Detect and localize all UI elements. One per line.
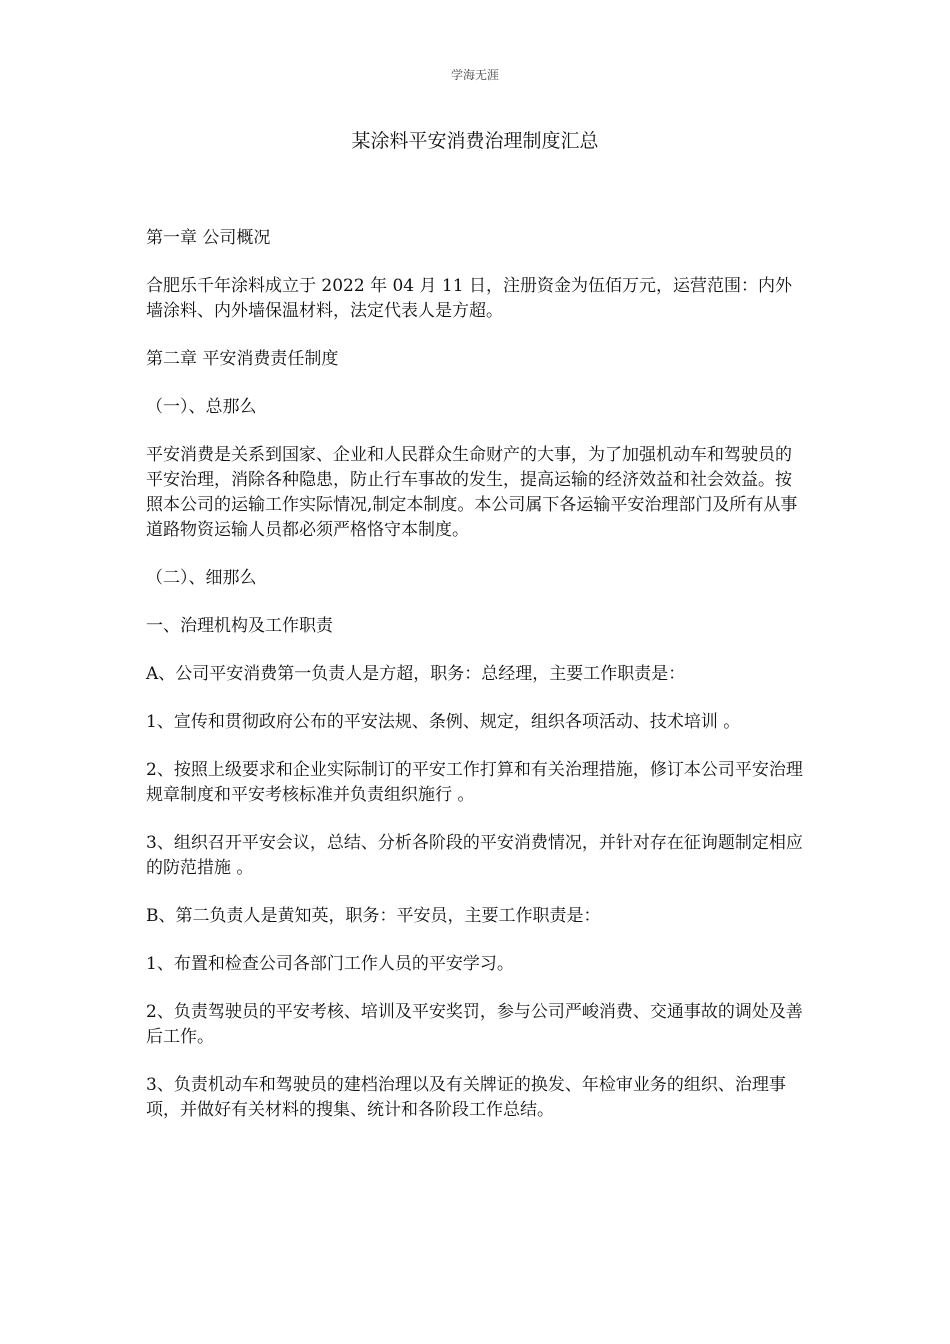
- document-title: 某涂料平安消费治理制度汇总: [351, 130, 599, 152]
- second-responsible-paragraph: B、第二负责人是黄知英，职务：平安员，主要工作职责是：: [146, 906, 601, 926]
- organization-heading: 一、治理机构及工作职责: [146, 616, 333, 636]
- company-overview-paragraph: 合肥乐千年涂料成立于 2022 年 04 月 11 日，注册资金为伍佰万元，运营范围：内外墙涂料、内外墙保温材料，法定代表人是方超。: [146, 276, 792, 321]
- section-details-heading: （二）、细那么: [146, 568, 257, 588]
- duty-a2-paragraph: 2、按照上级要求和企业实际制订的平安工作打算和有关治理措施，修订本公司平安治理规章制度和平安考核标准并负责组织施行 。: [146, 760, 803, 805]
- general-principles-paragraph: 平安消费是关系到国家、企业和人民群众生命财产的大事，为了加强机动车和驾驶员的平安治理，消除各种隐患，防止行车事故的发生，提高运输的经济效益和社会效益。按照本公司的运输工作实际情况,制定本制度。本公司属下各运输平安治理部门及所有从事道路物资运输人员都必须严格恪守本制度。: [146, 445, 798, 540]
- chapter-1-heading: 第一章 公司概况: [146, 228, 271, 248]
- duty-b2-paragraph: 2、负责驾驶员的平安考核、培训及平安奖罚，参与公司严峻消费、交通事故的调处及善后工作。: [146, 1002, 803, 1047]
- document-body: [146, 226, 806, 1146]
- duty-a3-paragraph: 3、组织召开平安会议，总结、分析各阶段的平安消费情况，并针对存在征询题制定相应的防范措施 。: [146, 833, 803, 878]
- page-header: 学海无涯: [450, 68, 499, 82]
- duty-a1-paragraph: 1、宣传和贯彻政府公布的平安法规、条例、规定，组织各项活动、技术培训 。: [146, 712, 741, 732]
- section-general-heading: （一）、总那么: [146, 397, 257, 417]
- chapter-2-heading: 第二章 平安消费责任制度: [146, 349, 339, 369]
- duty-b1-paragraph: 1、布置和检查公司各部门工作人员的平安学习。: [146, 954, 514, 974]
- first-responsible-paragraph: A、公司平安消费第一负责人是方超，职务：总经理，主要工作职责是：: [146, 664, 686, 684]
- duty-b3-paragraph: 3、负责机动车和驾驶员的建档治理以及有关牌证的换发、年检审业务的组织、治理事项，并做好有关材料的搜集、统计和各阶段工作总结。: [146, 1075, 786, 1120]
